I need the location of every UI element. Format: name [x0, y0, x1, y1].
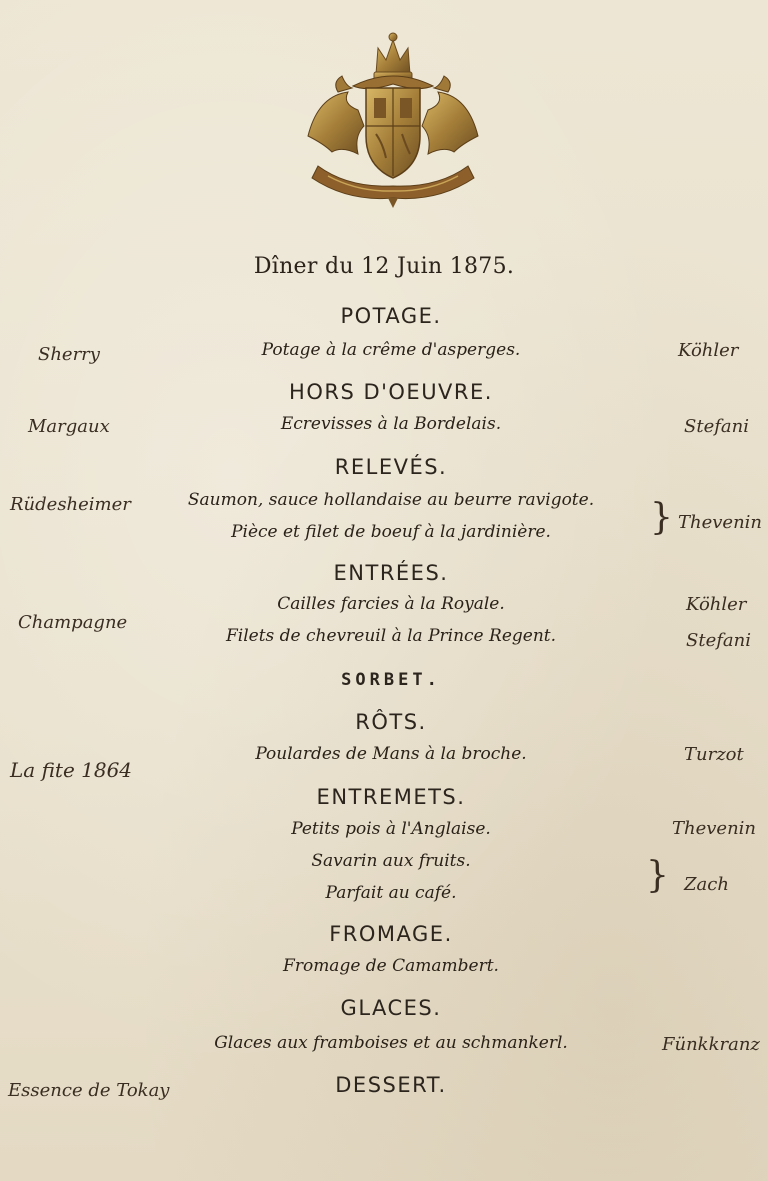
wine-lafite-1864: La fite 1864: [10, 758, 133, 782]
brace-releves: }: [650, 497, 673, 538]
dish-releves-1: Saumon, sauce hollandaise au beurre ravigote.: [187, 490, 595, 510]
chef-funkkranz: Fünkkranz: [662, 1034, 760, 1055]
dish-releves-2: Pièce et filet de boeuf à la jardinière.: [231, 522, 551, 542]
dish-entrees-1: Cailles farcies à la Royale.: [277, 594, 505, 614]
wine-rudesheimer: Rüdesheimer: [10, 494, 131, 515]
course-heading-hors-doeuvre: HORS D'OEUVRE.: [289, 380, 493, 404]
dish-entremets-2: Savarin aux fruits.: [311, 851, 471, 871]
dish-rots: Poulardes de Mans à la broche.: [255, 744, 527, 764]
chef-thevenin-1: Thevenin: [678, 512, 763, 533]
course-heading-entrees: ENTRÉES.: [333, 561, 449, 585]
dish-hors-doeuvre: Ecrevisses à la Bordelais.: [280, 414, 502, 434]
brace-entremets: }: [646, 855, 669, 896]
wine-essence-de-tokay: Essence de Tokay: [8, 1080, 170, 1101]
course-heading-dessert: DESSERT.: [335, 1073, 447, 1097]
dinner-title: Dîner du 12 Juin 1875.: [253, 254, 515, 279]
course-heading-releves: RELEVÉS.: [334, 455, 448, 479]
dish-entremets-3: Parfait au café.: [325, 883, 457, 903]
dish-entremets-1: Petits pois à l'Anglaise.: [291, 819, 491, 839]
dish-potage: Potage à la crême d'asperges.: [261, 340, 521, 360]
wine-sherry: Sherry: [38, 344, 100, 365]
wine-margaux: Margaux: [28, 416, 110, 437]
dish-entrees-2: Filets de chevreuil à la Prince Regent.: [225, 626, 557, 646]
chef-thevenin-2: Thevenin: [672, 818, 757, 839]
chef-stefani-1: Stefani: [684, 416, 749, 437]
chef-kohler-2: Köhler: [686, 594, 747, 615]
course-heading-potage: POTAGE.: [340, 304, 442, 328]
course-heading-rots: RÔTS.: [355, 710, 427, 734]
chef-kohler-1: Köhler: [678, 340, 739, 361]
chef-turzot: Turzot: [684, 744, 744, 765]
dish-fromage: Fromage de Camambert.: [283, 956, 499, 976]
chef-stefani-2: Stefani: [686, 630, 751, 651]
chef-zach: Zach: [684, 874, 729, 895]
dish-glaces: Glaces aux framboises et au schmankerl.: [214, 1033, 568, 1053]
course-heading-sorbet: SORBET.: [341, 670, 441, 690]
course-heading-fromage: FROMAGE.: [329, 922, 453, 946]
course-heading-entremets: ENTREMETS.: [316, 785, 466, 809]
course-heading-glaces: GLACES.: [340, 996, 442, 1020]
wine-champagne: Champagne: [18, 612, 128, 633]
royal-crest-emblem: [298, 26, 488, 208]
